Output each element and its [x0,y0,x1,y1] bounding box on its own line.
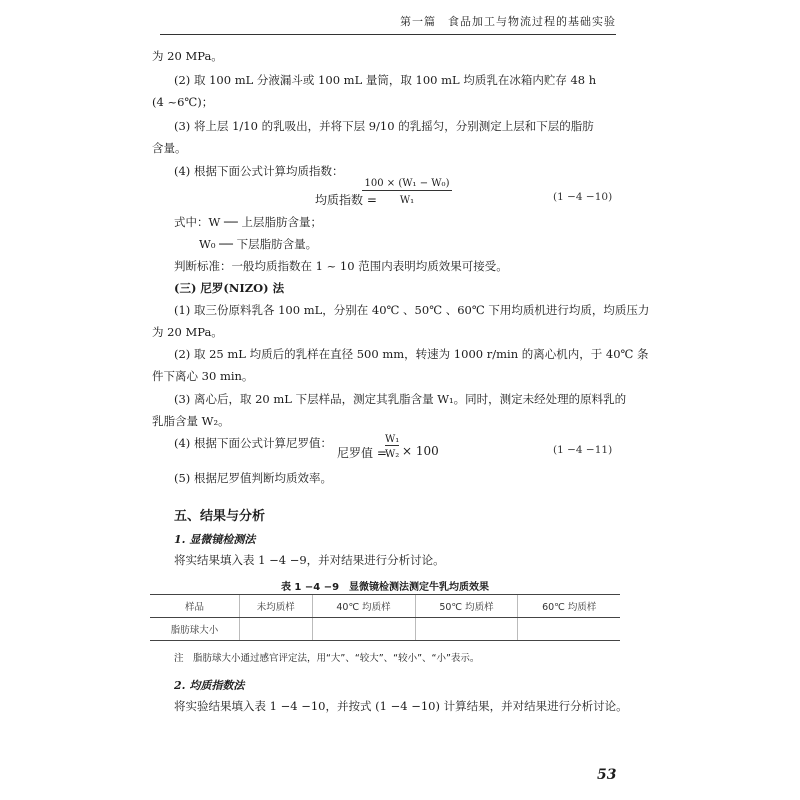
body-line: (2) 取 25 mL 均质后的乳样在直径 500 mm，转速为 1000 r/min 的离心机内，于 40℃ 条 [174,347,649,361]
body-line: 为 20 MPa。 [152,325,223,339]
body-line: (3) 将上层 1/10 的乳吸出，并将下层 9/10 的乳摇匀，分别测定上层和下层的脂肪 [174,119,594,133]
body-line: (3) 离心后，取 20 mL 下层样品，测定其乳脂含量 W₁。同时，测定未经处理的原料乳的 [174,392,627,406]
body-line: (4) 根据下面公式计算尼罗值： [174,436,332,450]
table-cell [239,618,312,641]
results-table [150,594,620,641]
body-line: 含量。 [152,141,187,155]
table-cell [518,618,620,641]
section-heading: 五、结果与分析 [174,509,266,524]
body-line: 将实验结果填入表 1 −4 −10，并按式 (1 −4 −10) 计算结果，并对结果进行分析讨论。 [174,699,628,713]
formula-denominator: W₁ [399,195,415,206]
body-line: 乳脂含量 W₂。 [152,414,230,428]
formula-suffix: × 100 [402,444,439,458]
body-line: (2) 取 100 mL 分液漏斗或 100 mL 量筒，取 100 mL 均质乳在冰箱内贮存 48 h [174,73,597,87]
subsection-heading: 1. 显微镜检测法 [174,533,256,546]
table-header-cell: 样品 [150,595,239,618]
table-caption: 表 1 −4 −9 显微镜检测法测定牛乳均质效果 [280,582,490,593]
table-header-cell: 未均质样 [239,595,312,618]
method-heading: (三) 尼罗(NIZO) 法 [174,281,285,295]
page-number: 53 [597,767,617,783]
table-header-cell: 50℃ 均质样 [415,595,518,618]
formula-numerator: 100 × (W₁ − W₀) [362,178,452,191]
body-line: (4 ~6℃)； [152,95,214,109]
subsection-heading: 2. 均质指数法 [174,679,245,692]
formula-numerator: W₁ [385,434,400,445]
body-line: 为 20 MPa。 [152,49,223,63]
body-line: 判断标准：一般均质指数在 1 ~ 10 范围内表明均质效果可接受。 [174,259,508,273]
table-header-row [150,595,620,618]
body-line: (1) 取三份原料乳各 100 mL，分别在 40℃ 、50℃ 、60℃ 下用均质机进行均质，均质压力 [174,303,650,317]
table-note: 注 脂肪球大小通过感官评定法，用“大”、“较大”、“较小”、“小”表示。 [174,653,480,664]
running-header: 第一篇 食品加工与物流过程的基础实验 [160,12,616,35]
body-line: 将实结果填入表 1 −4 −9，并对结果进行分析讨论。 [174,553,445,567]
body-line: (4) 根据下面公式计算均质指数： [174,164,344,178]
table-row [150,618,620,641]
table-cell [415,618,518,641]
formula-label: 均质指数 = [315,193,377,207]
table-cell [312,618,415,641]
equation-number: (1 −4 −10) [553,191,613,203]
body-line: (5) 根据尼罗值判断均质效率。 [174,471,332,485]
formula-label: 尼罗值 = [337,446,387,460]
body-line: 式中：W ── 上层脂肪含量； [174,215,322,229]
equation-number: (1 −4 −11) [553,444,613,456]
body-line: W₀ ── 下层脂肪含量。 [199,237,318,251]
table-header-cell: 60℃ 均质样 [518,595,620,618]
table-header-cell: 40℃ 均质样 [312,595,415,618]
table-cell: 脂肪球大小 [150,618,239,641]
body-line: 件下离心 30 min。 [152,369,254,383]
formula-denominator: W₂ [385,449,400,460]
